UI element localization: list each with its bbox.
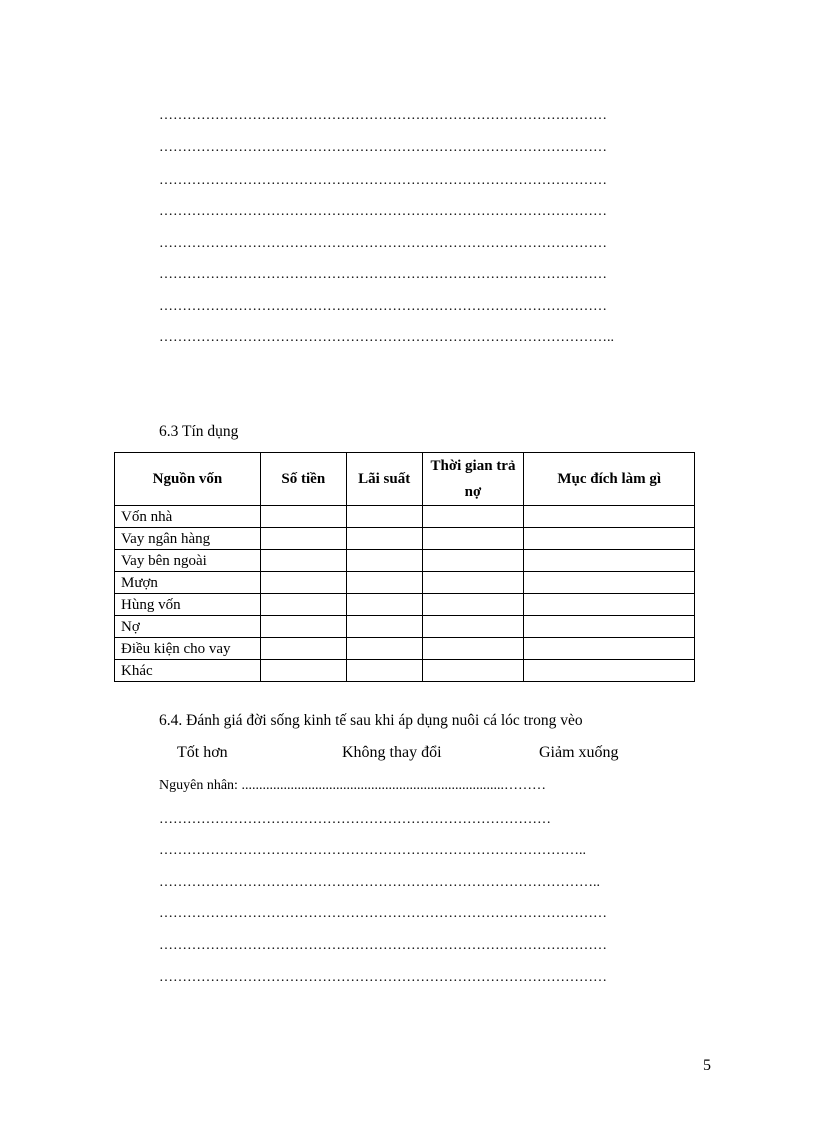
column-header: Mục đích làm gì [524, 453, 695, 506]
table-header-row [115, 453, 695, 506]
answer-line: …………………………………………………………………………………… [159, 906, 607, 921]
table-cell[interactable] [260, 638, 346, 660]
row-label: Vay bên ngoài [115, 550, 261, 572]
column-header: Nguồn vốn [115, 453, 261, 506]
table-cell[interactable] [422, 572, 524, 594]
reason-label: Nguyên nhân: [159, 778, 238, 793]
option-no-change[interactable]: Không thay đổi [342, 744, 442, 761]
table-cell[interactable] [346, 660, 422, 682]
table-cell[interactable] [422, 506, 524, 528]
answer-line: …………………………………………………………………………………… [159, 204, 607, 219]
answer-line: …………………………………………………………………………………… [159, 236, 607, 251]
row-label: Khác [115, 660, 261, 682]
answer-line: …………………………………………………………………………………… [159, 938, 607, 953]
table-cell[interactable] [524, 550, 695, 572]
row-label: Vốn nhà [115, 506, 261, 528]
column-header: Số tiền [260, 453, 346, 506]
table-cell[interactable] [422, 550, 524, 572]
table-cell[interactable] [260, 572, 346, 594]
answer-line: …………………………………………………………………………………… [159, 140, 607, 155]
table-cell[interactable] [524, 506, 695, 528]
credit-table [114, 452, 695, 682]
table-cell[interactable] [260, 594, 346, 616]
table-cell[interactable] [524, 572, 695, 594]
table-cell[interactable] [524, 638, 695, 660]
answer-line: …………………………………………………………………………………… [159, 970, 607, 985]
table-cell[interactable] [422, 616, 524, 638]
table-cell[interactable] [422, 660, 524, 682]
option-decrease[interactable]: Giảm xuống [539, 744, 619, 761]
row-label: Vay ngân hàng [115, 528, 261, 550]
table-cell[interactable] [346, 528, 422, 550]
column-header: Lãi suất [346, 453, 422, 506]
table-cell[interactable] [260, 616, 346, 638]
table-cell[interactable] [422, 638, 524, 660]
section-heading-evaluation: 6.4. Đánh giá đời sống kinh tế sau khi áp dụng nuôi cá lóc trong vèo [159, 712, 583, 729]
table-cell[interactable] [422, 594, 524, 616]
table-cell[interactable] [260, 660, 346, 682]
answer-line: …………………………………………………………………………………….. [159, 330, 614, 345]
column-header: Thời gian trả nợ [422, 453, 524, 506]
answer-line: …………………………………………………………………………………… [159, 299, 607, 314]
section-heading-credit: 6.3 Tín dụng [159, 423, 239, 440]
table-cell[interactable] [524, 594, 695, 616]
table-row [115, 550, 695, 572]
answer-line: …………………………………………………………………………………… [159, 267, 607, 282]
table-cell[interactable] [524, 660, 695, 682]
table-cell[interactable] [346, 594, 422, 616]
row-label: Mượn [115, 572, 261, 594]
table-cell[interactable] [260, 506, 346, 528]
table-cell[interactable] [346, 638, 422, 660]
page-number: 5 [703, 1057, 711, 1074]
table-cell[interactable] [422, 528, 524, 550]
table-row [115, 506, 695, 528]
table-cell[interactable] [346, 616, 422, 638]
table-cell[interactable] [346, 550, 422, 572]
table-cell[interactable] [346, 506, 422, 528]
table-row [115, 660, 695, 682]
answer-line: ………………………………………………………………………… [159, 812, 551, 827]
answer-line: ………………………………………………………………………………….. [159, 875, 600, 890]
row-label: Điều kiện cho vay [115, 638, 261, 660]
answer-line: ……………………………………………………………………………….. [159, 843, 586, 858]
table-cell[interactable] [260, 550, 346, 572]
table-cell[interactable] [524, 616, 695, 638]
row-label: Nợ [115, 616, 261, 638]
table-cell[interactable] [260, 528, 346, 550]
table-row [115, 572, 695, 594]
table-row [115, 638, 695, 660]
table-cell[interactable] [346, 572, 422, 594]
answer-line: …………………………………………………………………………………… [159, 108, 607, 123]
reason-line [159, 778, 546, 794]
option-better[interactable]: Tốt hơn [177, 744, 228, 761]
table-row [115, 594, 695, 616]
table-row [115, 616, 695, 638]
table-row [115, 528, 695, 550]
reason-dots: ...........................................................................……… [241, 778, 546, 793]
row-label: Hùng vốn [115, 594, 261, 616]
answer-line: …………………………………………………………………………………… [159, 173, 607, 188]
table-cell[interactable] [524, 528, 695, 550]
